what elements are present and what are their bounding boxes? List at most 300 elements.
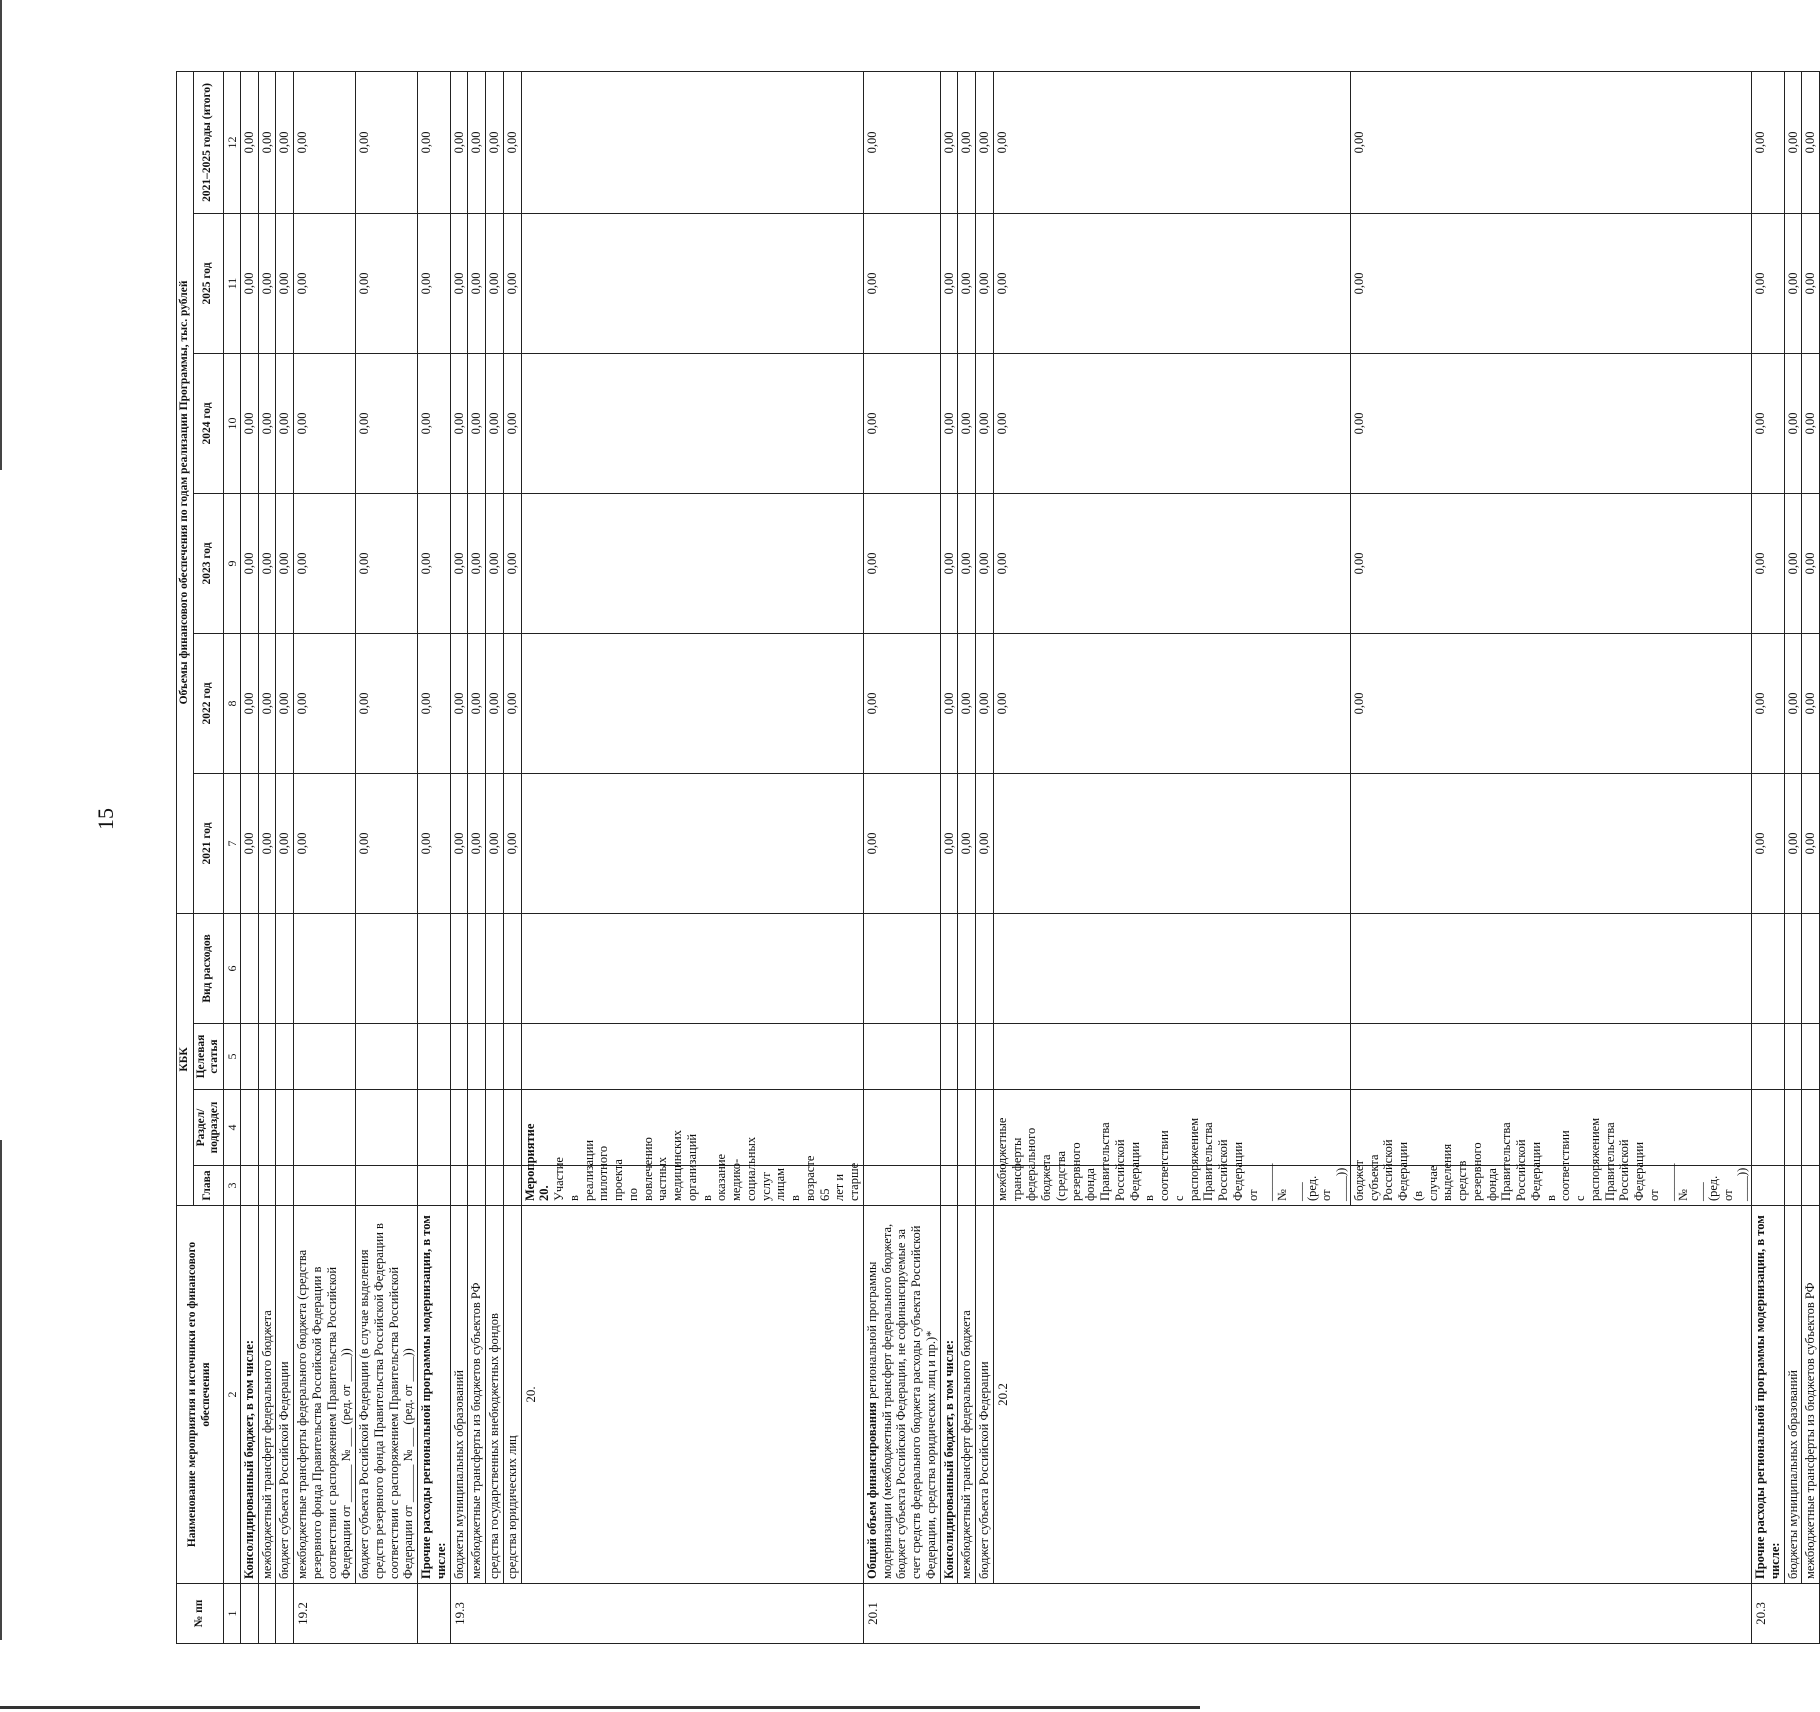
value-cell: 0,00: [976, 633, 994, 773]
value-cell: 0,00: [240, 71, 258, 213]
value-cell: 0,00: [468, 353, 486, 493]
kbk-cell: [958, 913, 976, 1023]
row-name-label: Мероприятие 20.: [522, 1123, 552, 1201]
kbk-cell: [976, 1090, 994, 1166]
kbk-cell: [468, 913, 486, 1023]
value-cell: 0,00: [863, 353, 940, 493]
table-row: [958, 71, 976, 1643]
kbk-cell: [1350, 773, 1751, 913]
row-name: [940, 1206, 958, 1584]
value-cell: 0,00: [450, 773, 468, 913]
value-cell: 0,00: [1784, 493, 1802, 633]
table-row: [1802, 71, 1820, 1643]
col-header-year-2021: 2021 год: [193, 773, 223, 913]
kbk-cell: [418, 913, 451, 1023]
column-number: 2: [223, 1206, 240, 1584]
row-name: [258, 1206, 276, 1584]
value-cell: 0,00: [258, 633, 276, 773]
table-row: [976, 71, 994, 1643]
row-name: [1350, 1117, 1751, 1206]
kbk-cell: [276, 1090, 294, 1166]
row-name-text: региональной программы модернизации (межбюджетный трансферт федерального бюджета, бюджет субъекта Российской Федерации, не софинансируемые за счет средств федерального бюджета расходы субъекта Российской Федерации, средства юридических лиц и пр.)*: [864, 1223, 938, 1579]
scan-bottom-edge: [0, 1706, 1200, 1709]
value-cell: 0,00: [503, 493, 521, 633]
kbk-cell: [1752, 1166, 1785, 1206]
kbk-cell: [1802, 1166, 1820, 1206]
column-number: 3: [223, 1166, 240, 1206]
row-name: [240, 1206, 258, 1584]
table-row: [468, 71, 486, 1643]
row-name: [521, 1123, 863, 1206]
row-name: [958, 1206, 976, 1584]
kbk-cell: [294, 1090, 356, 1166]
row-name-text: Прочие расходы региональной программы модернизации, в том числе:: [1753, 1215, 1782, 1579]
value-cell: 0,00: [863, 493, 940, 633]
value-cell: [521, 353, 863, 493]
kbk-cell: [240, 1090, 258, 1166]
kbk-cell: [356, 1166, 418, 1206]
kbk-cell: [486, 913, 504, 1023]
value-cell: 0,00: [258, 71, 276, 213]
value-cell: 0,00: [503, 71, 521, 213]
kbk-cell: [276, 1024, 294, 1090]
row-name: [486, 1206, 504, 1584]
value-cell: 0,00: [1350, 353, 1751, 493]
row-name-text: Участие в реализации пилотного проекта по вовлечению частных медицинских организаций в оказание медико-социальных услуг лицам в возрасте 65 лет и старше: [552, 1130, 862, 1201]
column-number: 6: [223, 913, 240, 1023]
row-name-text: межбюджетный трансферт федерального бюджета: [259, 1310, 274, 1579]
value-cell: 0,00: [1752, 353, 1785, 493]
kbk-cell: [418, 1024, 451, 1090]
kbk-cell: [468, 1166, 486, 1206]
value-cell: 0,00: [503, 633, 521, 773]
kbk-cell: [468, 1090, 486, 1166]
kbk-cell: [450, 1166, 468, 1206]
value-cell: 0,00: [940, 773, 958, 913]
row-name: [863, 1206, 940, 1584]
column-number: 12: [223, 71, 240, 213]
kbk-cell: [1350, 913, 1751, 1023]
rotated-page: [176, 72, 1818, 1644]
kbk-cell: [294, 1024, 356, 1090]
kbk-cell: [468, 1024, 486, 1090]
value-cell: 0,00: [940, 633, 958, 773]
kbk-cell: [503, 1166, 521, 1206]
row-name-text: бюджет субъекта Российской Федерации: [977, 1361, 992, 1579]
value-cell: 0,00: [276, 633, 294, 773]
value-cell: 0,00: [976, 353, 994, 493]
kbk-cell: [976, 1024, 994, 1090]
value-cell: 0,00: [294, 353, 356, 493]
value-cell: 0,00: [468, 71, 486, 213]
column-number-row: [223, 71, 240, 1643]
kbk-cell: [1784, 913, 1802, 1023]
value-cell: 0,00: [450, 213, 468, 353]
row-name: [356, 1206, 418, 1584]
value-cell: [521, 633, 863, 773]
value-cell: 0,00: [958, 633, 976, 773]
column-number: 10: [223, 353, 240, 493]
kbk-cell: [1350, 1090, 1751, 1166]
kbk-cell: [958, 1024, 976, 1090]
column-number: 1: [223, 1584, 240, 1644]
value-cell: 0,00: [863, 213, 940, 353]
value-cell: 0,00: [294, 773, 356, 913]
table-row: [503, 71, 521, 1643]
table-body: [240, 71, 1819, 1643]
value-cell: 0,00: [418, 71, 451, 213]
kbk-cell: [1752, 1090, 1785, 1166]
kbk-cell: [993, 773, 1350, 913]
table-row: [940, 71, 958, 1643]
value-cell: 0,00: [1752, 633, 1785, 773]
value-cell: 0,00: [940, 493, 958, 633]
value-cell: 0,00: [1784, 633, 1802, 773]
value-cell: 0,00: [240, 213, 258, 353]
kbk-cell: [863, 1166, 940, 1206]
kbk-cell: [1752, 913, 1785, 1023]
value-cell: 0,00: [486, 773, 504, 913]
value-cell: 0,00: [356, 633, 418, 773]
table-row: [356, 71, 418, 1643]
value-cell: 0,00: [240, 633, 258, 773]
table-row: [486, 71, 504, 1643]
kbk-cell: [486, 1166, 504, 1206]
row-number: 20.2: [993, 1206, 1751, 1584]
value-cell: 0,00: [468, 493, 486, 633]
value-cell: 0,00: [993, 213, 1350, 353]
value-cell: 0,00: [240, 353, 258, 493]
row-name: [468, 1206, 486, 1584]
row-name-text: бюджеты муниципальных образований: [451, 1370, 466, 1579]
value-cell: 0,00: [1350, 213, 1751, 353]
kbk-cell: [863, 1090, 940, 1166]
row-name-text: средства юридических лиц: [504, 1435, 519, 1579]
kbk-cell: [863, 913, 940, 1023]
kbk-cell: [958, 1090, 976, 1166]
value-cell: 0,00: [356, 71, 418, 213]
row-name: [1784, 1206, 1802, 1584]
row-name: [276, 1206, 294, 1584]
rotated-table-container: [176, 72, 1818, 1644]
value-cell: 0,00: [940, 353, 958, 493]
value-cell: 0,00: [468, 213, 486, 353]
kbk-cell: [940, 1166, 958, 1206]
value-cell: 0,00: [958, 213, 976, 353]
value-cell: [521, 493, 863, 633]
row-name: [993, 1117, 1350, 1206]
row-number: 20.: [521, 1206, 863, 1584]
row-number: 19.3: [450, 1584, 863, 1644]
kbk-cell: [976, 1166, 994, 1206]
table-row: [276, 71, 294, 1643]
value-cell: 0,00: [276, 493, 294, 633]
value-cell: 0,00: [1752, 773, 1785, 913]
value-cell: 0,00: [468, 773, 486, 913]
value-cell: 0,00: [450, 71, 468, 213]
column-number: 8: [223, 633, 240, 773]
kbk-cell: [294, 913, 356, 1023]
kbk-cell: [1784, 1090, 1802, 1166]
kbk-cell: [1802, 1090, 1820, 1166]
row-number: [258, 1584, 276, 1644]
value-cell: 0,00: [940, 213, 958, 353]
value-cell: 0,00: [276, 71, 294, 213]
value-cell: 0,00: [356, 773, 418, 913]
value-cell: 0,00: [993, 71, 1350, 213]
value-cell: 0,00: [1752, 493, 1785, 633]
value-cell: 0,00: [1350, 71, 1751, 213]
row-name-text: межбюджетный трансферт федерального бюджета: [959, 1310, 974, 1579]
kbk-cell: [993, 1024, 1350, 1090]
kbk-cell: [503, 913, 521, 1023]
column-number: 4: [223, 1090, 240, 1166]
value-cell: 0,00: [276, 213, 294, 353]
value-cell: 0,00: [418, 353, 451, 493]
value-cell: 0,00: [294, 213, 356, 353]
kbk-cell: [240, 1166, 258, 1206]
table-row: [240, 71, 258, 1643]
row-name-text: Консолидированный бюджет, в том числе:: [241, 1340, 256, 1579]
value-cell: 0,00: [976, 773, 994, 913]
row-name-text: средства государственных внебюджетных фондов: [487, 1313, 502, 1579]
table-row: [450, 71, 468, 1643]
value-cell: 0,00: [486, 493, 504, 633]
row-name: [1802, 1206, 1820, 1584]
kbk-cell: [976, 913, 994, 1023]
row-name: [294, 1206, 356, 1584]
value-cell: 0,00: [940, 71, 958, 213]
value-cell: 0,00: [486, 633, 504, 773]
value-cell: 0,00: [418, 493, 451, 633]
value-cell: 0,00: [294, 633, 356, 773]
value-cell: 0,00: [1802, 213, 1820, 353]
kbk-cell: [356, 1090, 418, 1166]
kbk-cell: [940, 913, 958, 1023]
kbk-cell: [418, 1166, 451, 1206]
row-name-text: Консолидированный бюджет, в том числе:: [941, 1340, 956, 1579]
kbk-cell: [258, 913, 276, 1023]
kbk-cell: [521, 1024, 863, 1090]
kbk-cell: [521, 913, 863, 1023]
col-header-target: Целевая статья: [193, 1024, 223, 1090]
value-cell: 0,00: [958, 493, 976, 633]
page-number: 15: [93, 808, 118, 830]
value-cell: 0,00: [276, 353, 294, 493]
kbk-cell: [940, 1090, 958, 1166]
value-cell: 0,00: [294, 493, 356, 633]
kbk-cell: [240, 913, 258, 1023]
kbk-cell: [958, 1166, 976, 1206]
kbk-cell: [1752, 1024, 1785, 1090]
value-cell: 0,00: [258, 213, 276, 353]
value-cell: 0,00: [1752, 71, 1785, 213]
value-cell: 0,00: [503, 773, 521, 913]
value-cell: 0,00: [356, 493, 418, 633]
financing-table: [176, 71, 1820, 1644]
value-cell: 0,00: [993, 353, 1350, 493]
value-cell: 0,00: [450, 493, 468, 633]
kbk-cell: [258, 1090, 276, 1166]
kbk-cell: [356, 913, 418, 1023]
kbk-cell: [1802, 1024, 1820, 1090]
row-number: [276, 1584, 294, 1644]
value-cell: 0,00: [503, 353, 521, 493]
col-header-expense: Вид расходов: [193, 913, 223, 1023]
kbk-cell: [276, 1166, 294, 1206]
value-cell: 0,00: [258, 353, 276, 493]
value-cell: 0,00: [958, 71, 976, 213]
value-cell: 0,00: [958, 353, 976, 493]
row-number: 19.2: [294, 1584, 418, 1644]
column-number: 9: [223, 493, 240, 633]
value-cell: 0,00: [1784, 773, 1802, 913]
col-header-name: Наименование мероприятия и источники его финансового обеспечения: [177, 1206, 224, 1584]
kbk-cell: [486, 1090, 504, 1166]
value-cell: 0,00: [993, 493, 1350, 633]
table-row: [294, 71, 356, 1643]
value-cell: 0,00: [1802, 773, 1820, 913]
kbk-cell: [1784, 1024, 1802, 1090]
kbk-cell: [1350, 1024, 1751, 1090]
kbk-cell: [503, 1024, 521, 1090]
value-cell: 0,00: [240, 773, 258, 913]
table-row: [1752, 71, 1785, 1643]
table-row: [258, 71, 276, 1643]
value-cell: 0,00: [1802, 71, 1820, 213]
col-header-year-2024: 2024 год: [193, 353, 223, 493]
value-cell: [521, 213, 863, 353]
kbk-cell: [450, 913, 468, 1023]
scan-edge-line: [0, 0, 2, 470]
kbk-cell: [863, 1024, 940, 1090]
col-header-section: Раздел/ подраздел: [193, 1090, 223, 1166]
row-name: [1752, 1206, 1785, 1584]
value-cell: 0,00: [1802, 633, 1820, 773]
value-cell: 0,00: [1784, 353, 1802, 493]
kbk-cell: [503, 1090, 521, 1166]
value-cell: [521, 71, 863, 213]
col-header-no: № пп: [177, 1584, 224, 1644]
value-cell: 0,00: [1784, 71, 1802, 213]
value-cell: 0,00: [258, 493, 276, 633]
value-cell: 0,00: [486, 353, 504, 493]
value-cell: 0,00: [468, 633, 486, 773]
row-name-text: бюджеты муниципальных образований: [1785, 1370, 1800, 1579]
value-cell: 0,00: [486, 71, 504, 213]
kbk-cell: [450, 1024, 468, 1090]
row-name: [418, 1206, 451, 1584]
kbk-cell: [1802, 913, 1820, 1023]
kbk-cell: [1784, 1166, 1802, 1206]
col-header-year-2023: 2023 год: [193, 493, 223, 633]
table-row: [418, 71, 451, 1643]
kbk-cell: [240, 1024, 258, 1090]
column-number: 11: [223, 213, 240, 353]
kbk-cell: [276, 913, 294, 1023]
kbk-cell: [356, 1024, 418, 1090]
kbk-cell: [940, 1024, 958, 1090]
value-cell: 0,00: [486, 213, 504, 353]
kbk-cell: [450, 1090, 468, 1166]
row-name-text: межбюджетные трансферты федерального бюджета (средства резервного фонда Правительства Российской Федерации в соответствии с распоряжением Правительства Российской Федерации от ______ № ___ (ред. от ____)): [994, 1117, 1349, 1201]
value-cell: 0,00: [976, 71, 994, 213]
row-name-text: межбюджетные трансферты из бюджетов субъектов РФ: [469, 1282, 484, 1579]
value-cell: 0,00: [240, 493, 258, 633]
value-cell: 0,00: [418, 633, 451, 773]
kbk-cell: [486, 1024, 504, 1090]
value-cell: 0,00: [356, 213, 418, 353]
kbk-cell: [521, 773, 863, 913]
col-header-year-2025: 2025 год: [193, 213, 223, 353]
scan-edge-line: [0, 1140, 2, 1640]
value-cell: 0,00: [418, 773, 451, 913]
kbk-cell: [258, 1024, 276, 1090]
col-header-year-2022: 2022 год: [193, 633, 223, 773]
column-number: 5: [223, 1024, 240, 1090]
value-cell: 0,00: [976, 213, 994, 353]
col-header-chapter: Глава: [193, 1166, 223, 1206]
row-name: [976, 1206, 994, 1584]
column-number: 7: [223, 773, 240, 913]
row-name-text: межбюджетные трансферты федерального бюджета (средства резервного фонда Правительства Российской Федерации в соответствии с распоряжением Правительства Российской Федерации от ______ № ___ (ред. от ____)): [295, 1249, 354, 1579]
kbk-cell: [258, 1166, 276, 1206]
value-cell: 0,00: [503, 213, 521, 353]
col-header-volumes: Объемы финансового обеспечения по годам реализации Программы, тыс. рублей: [177, 71, 194, 913]
table-row: [521, 71, 863, 1643]
row-name-text: бюджет субъекта Российской Федерации (в случае выделения средств резервного фонда Правительства Российской Федерации в соответствии с распоряжением Правительства Российской Федерации от ______ № ___ (ред. от ____)): [1351, 1117, 1750, 1201]
value-cell: 0,00: [993, 633, 1350, 773]
value-cell: 0,00: [958, 773, 976, 913]
value-cell: 0,00: [1802, 493, 1820, 633]
kbk-cell: [418, 1090, 451, 1166]
value-cell: 0,00: [294, 71, 356, 213]
row-name-text: Прочие расходы региональной программы модернизации, в том числе:: [419, 1215, 448, 1579]
value-cell: 0,00: [863, 633, 940, 773]
value-cell: 0,00: [418, 213, 451, 353]
row-name: [503, 1206, 521, 1584]
kbk-cell: [993, 913, 1350, 1023]
kbk-cell: [294, 1166, 356, 1206]
table-row: [863, 71, 940, 1643]
row-number: [240, 1584, 258, 1644]
value-cell: 0,00: [863, 71, 940, 213]
row-number: 20.1: [863, 1584, 1751, 1644]
table-row: [993, 71, 1350, 1643]
value-cell: 0,00: [863, 773, 940, 913]
row-name-label: Общий объем финансирования: [864, 1401, 879, 1579]
value-cell: 0,00: [356, 353, 418, 493]
value-cell: 0,00: [276, 773, 294, 913]
row-name-text: бюджет субъекта Российской Федерации: [277, 1361, 292, 1579]
value-cell: 0,00: [450, 353, 468, 493]
value-cell: 0,00: [450, 633, 468, 773]
value-cell: 0,00: [1350, 493, 1751, 633]
table-row: [1784, 71, 1802, 1643]
row-name-text: бюджет субъекта Российской Федерации (в случае выделения средств резервного фонда Правительства Российской Федерации в соответствии с распоряжением Правительства Российской Федерации от ______ № ___ (ред. от ____)): [357, 1223, 416, 1579]
value-cell: 0,00: [1752, 213, 1785, 353]
value-cell: 0,00: [1802, 353, 1820, 493]
row-name: [450, 1206, 468, 1584]
row-number: [418, 1584, 451, 1644]
value-cell: 0,00: [976, 493, 994, 633]
value-cell: 0,00: [1784, 213, 1802, 353]
value-cell: 0,00: [1350, 633, 1751, 773]
row-number: 20.3: [1752, 1584, 1820, 1644]
value-cell: 0,00: [258, 773, 276, 913]
row-name-text: межбюджетные трансферты из бюджетов субъектов РФ: [1803, 1282, 1818, 1579]
col-header-total: 2021–2025 годы (итого): [193, 71, 223, 213]
